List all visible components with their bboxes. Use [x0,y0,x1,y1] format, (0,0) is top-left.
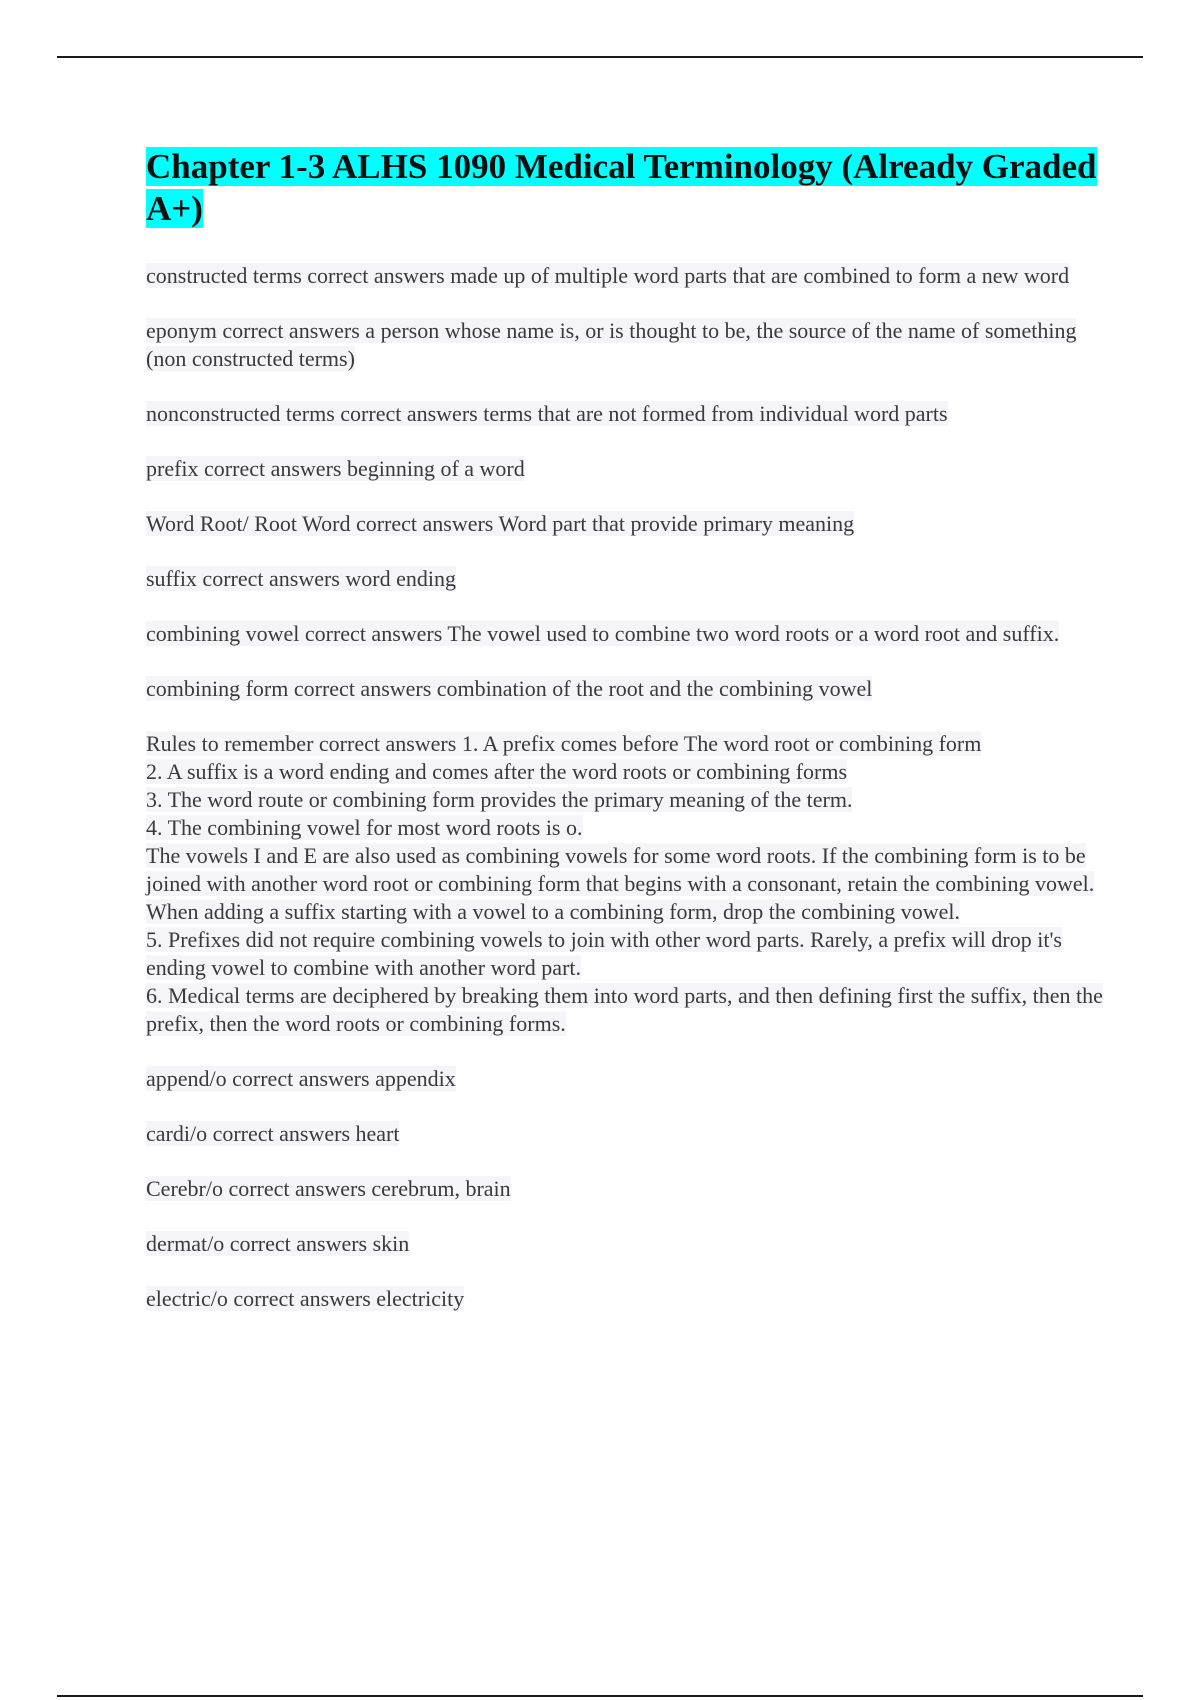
rules-to-remember [146,730,1106,1038]
rule-line: 2. A suffix is a word ending and comes after the word roots or combining forms [146,759,848,784]
term-electric-o: electric/o correct answers electricity [146,1286,465,1311]
entry-combining-vowel: combining vowel correct answers The vowel used to combine two word roots or a word root and suffix. [146,621,1060,646]
entry-constructed-terms: constructed terms correct answers made up of multiple word parts that are combined to form a new word [146,263,1070,288]
term-cardi-o: cardi/o correct answers heart [146,1121,400,1146]
top-rule [57,56,1143,58]
entry-suffix: suffix correct answers word ending [146,566,456,591]
rule-line: Rules to remember correct answers 1. A prefix comes before The word root or combining form [146,731,982,756]
document-body [146,146,1106,1340]
bottom-rule [57,1695,1143,1697]
term-dermat-o: dermat/o correct answers skin [146,1231,410,1256]
term-cerebr-o: Cerebr/o correct answers cerebrum, brain [146,1176,511,1201]
rule-line: 4. The combining vowel for most word roots is o. [146,815,583,840]
entry-combining-form: combining form correct answers combination of the root and the combining vowel [146,676,873,701]
page-title: Chapter 1-3 ALHS 1090 Medical Terminology (Already Graded A+) [146,147,1097,228]
term-append-o: append/o correct answers appendix [146,1066,456,1091]
rule-line: 6. Medical terms are deciphered by breaking them into word parts, and then defining first the suffix, then the prefix, then the word roots or combining forms. [146,983,1103,1036]
rule-line: 5. Prefixes did not require combining vowels to join with other word parts. Rarely, a prefix will drop it's ending vowel to combine with another word part. [146,927,1062,980]
entry-nonconstructed-terms: nonconstructed terms correct answers terms that are not formed from individual word parts [146,401,948,426]
rule-line: 3. The word route or combining form provides the primary meaning of the term. [146,787,853,812]
entry-prefix: prefix correct answers beginning of a word [146,456,525,481]
entry-word-root: Word Root/ Root Word correct answers Word part that provide primary meaning [146,511,855,536]
entry-eponym: eponym correct answers a person whose name is, or is thought to be, the source of the name of something (non constructed terms) [146,318,1077,371]
rule-line: The vowels I and E are also used as combining vowels for some word roots. If the combining form is to be joined with another word root or combining form that begins with a consonant, retain the combining vowel. When adding a suffix starting with a vowel to a combining form, drop the combining vowel. [146,843,1095,924]
